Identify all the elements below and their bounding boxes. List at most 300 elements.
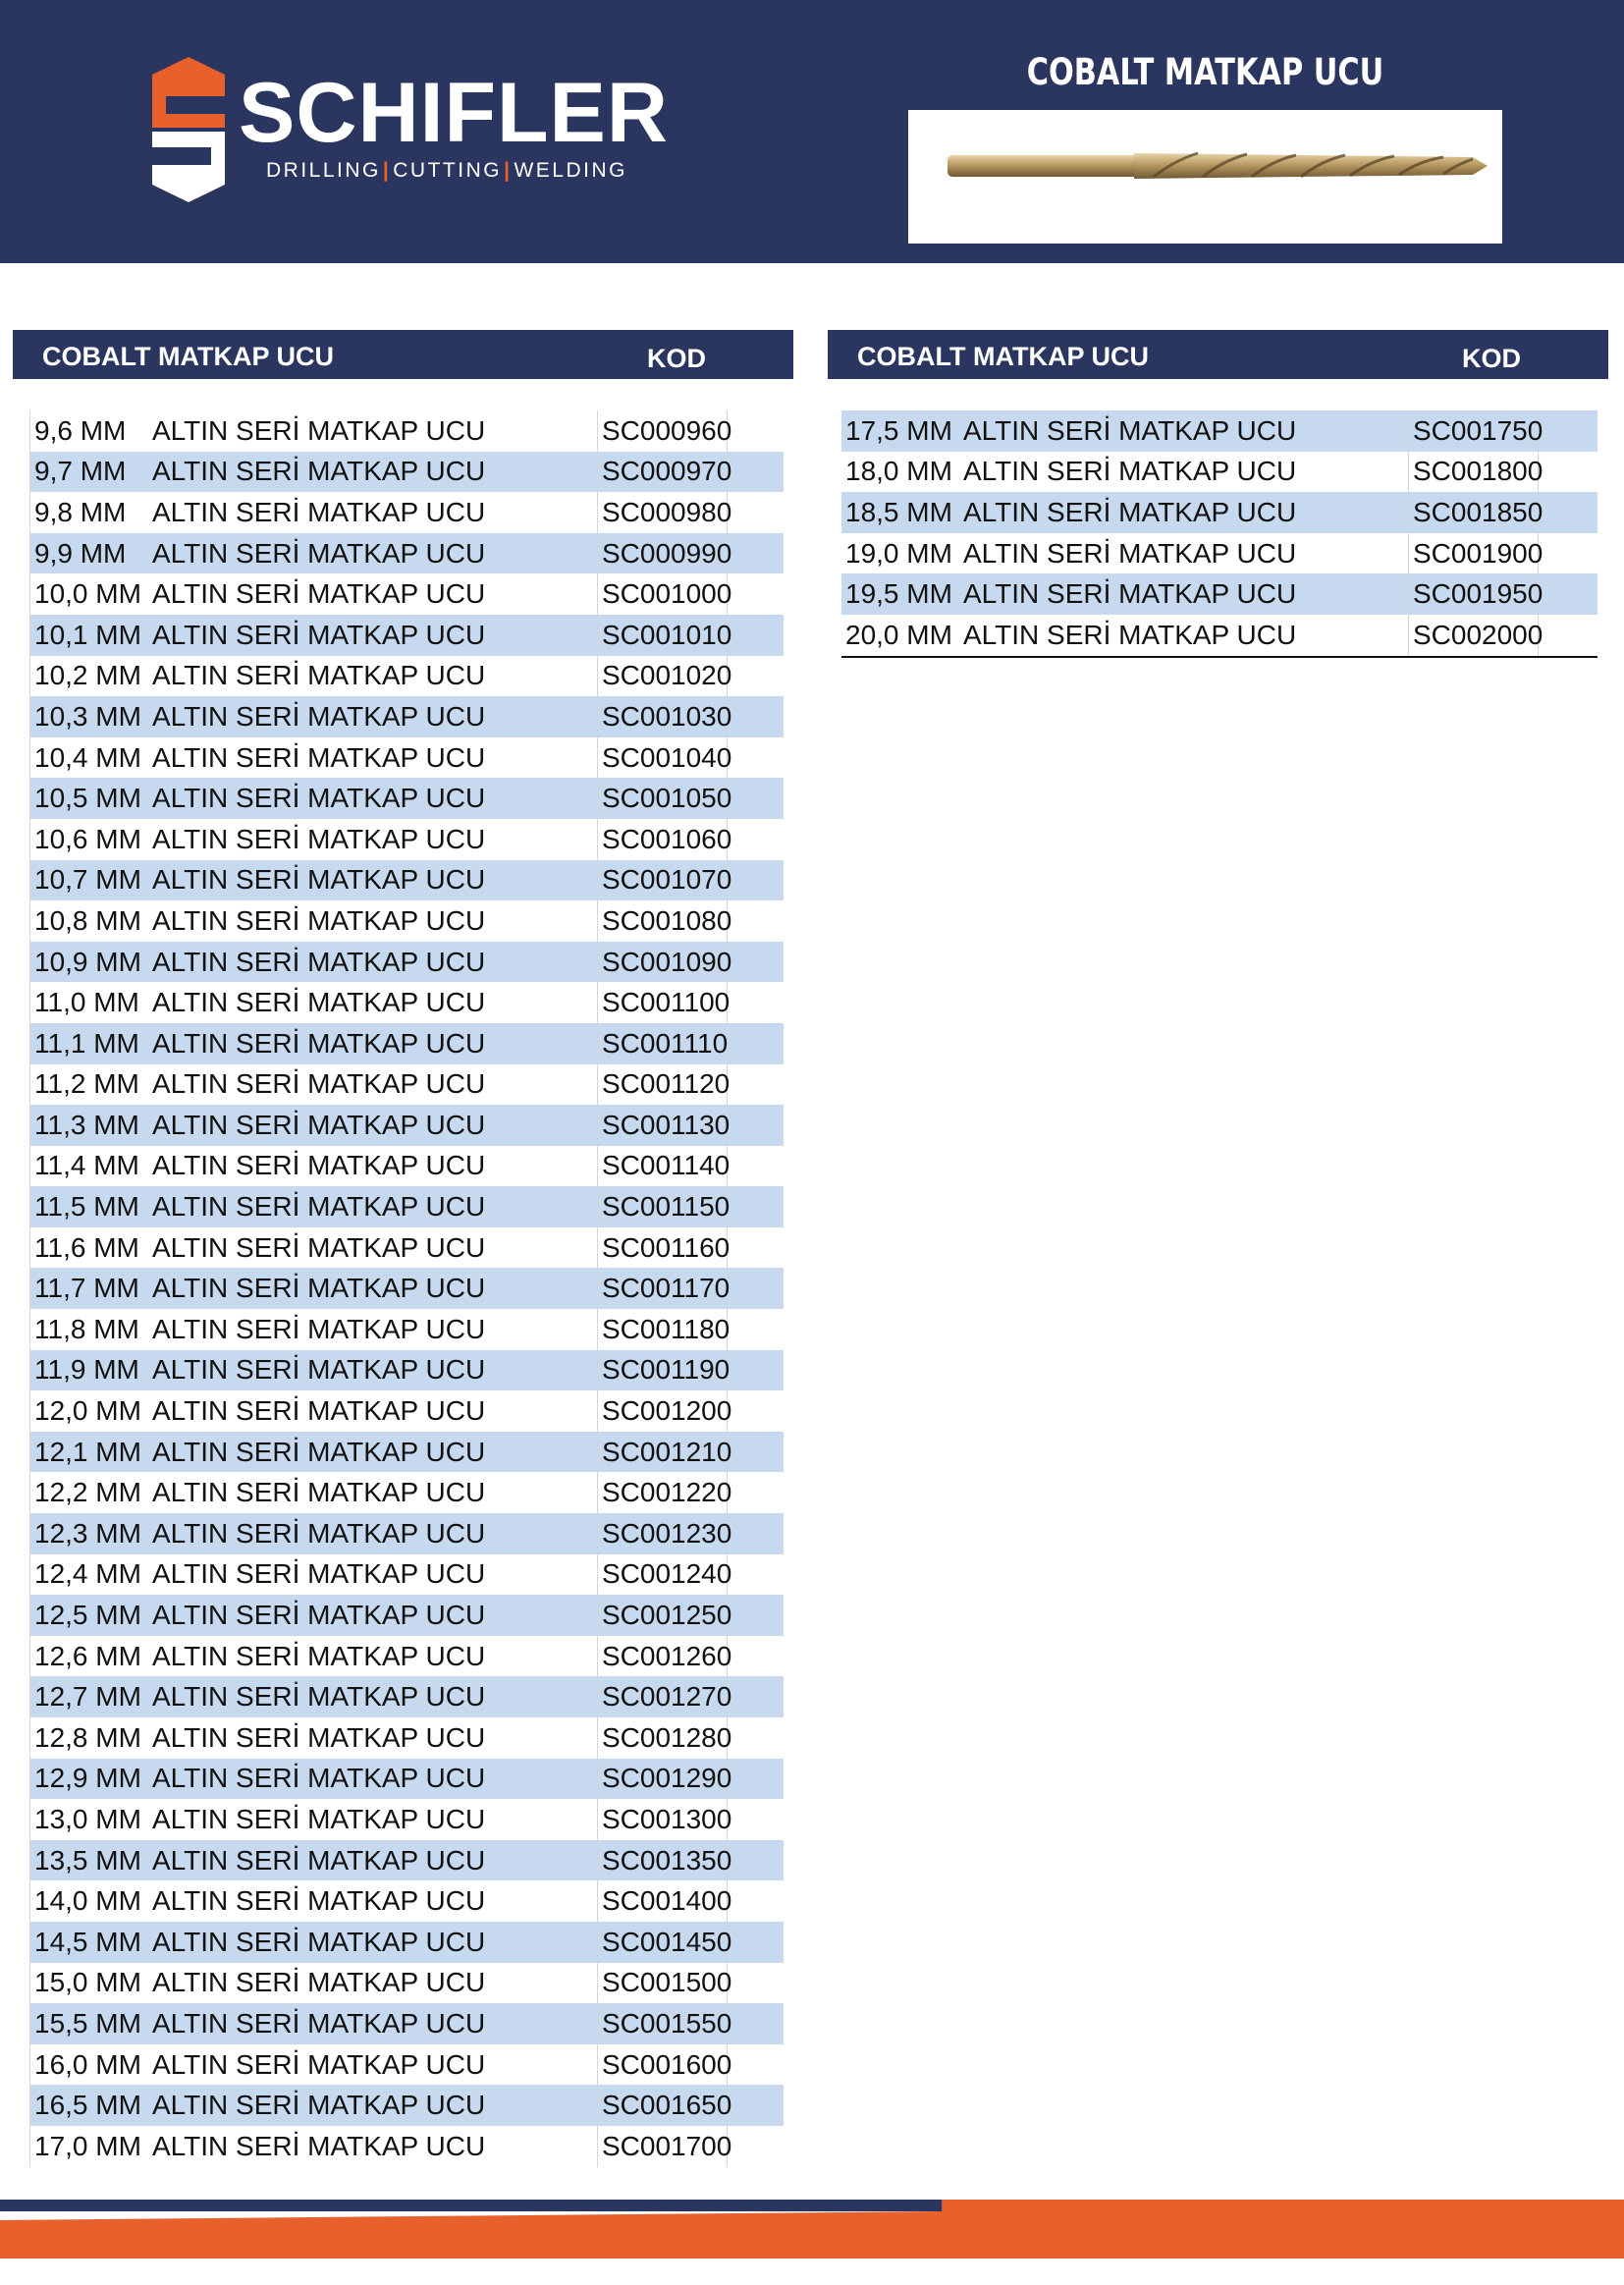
drill-size: 15,5 MM <box>34 2007 141 2039</box>
product-code: SC001020 <box>598 656 728 697</box>
empty-cell <box>728 819 784 860</box>
drill-size: 9,7 MM <box>34 456 127 487</box>
product-description <box>841 492 1409 533</box>
empty-cell <box>728 942 784 983</box>
product-description <box>30 2126 598 2167</box>
product-name: ALTIN SERİ MATKAP UCU <box>963 414 1297 446</box>
product-name: ALTIN SERİ MATKAP UCU <box>152 1844 486 1876</box>
product-name: ALTIN SERİ MATKAP UCU <box>152 1803 486 1834</box>
product-description <box>30 1595 598 1636</box>
empty-cell <box>728 1636 784 1677</box>
table-row <box>30 533 784 574</box>
drill-size: 11,5 MM <box>34 1191 139 1223</box>
product-description <box>30 2085 598 2126</box>
empty-cell <box>1539 492 1597 533</box>
product-name: ALTIN SERİ MATKAP UCU <box>152 783 486 814</box>
product-name: ALTIN SERİ MATKAP UCU <box>152 578 486 610</box>
table-row <box>30 1268 784 1309</box>
product-description <box>30 656 598 697</box>
product-code: SC001750 <box>1409 410 1539 452</box>
empty-cell <box>728 1759 784 1800</box>
product-description <box>30 900 598 942</box>
drill-bit-icon <box>908 110 1502 244</box>
drill-size: 12,9 MM <box>34 1763 141 1794</box>
company-logo <box>152 57 669 204</box>
drill-size: 9,9 MM <box>34 537 127 569</box>
product-code: SC001240 <box>598 1554 728 1596</box>
product-name: ALTIN SERİ MATKAP UCU <box>152 1517 486 1549</box>
product-name: ALTIN SERİ MATKAP UCU <box>152 741 486 773</box>
product-code: SC001050 <box>598 778 728 819</box>
empty-cell <box>728 737 784 779</box>
table-row <box>30 1023 784 1064</box>
product-description <box>30 1350 598 1391</box>
drill-size: 18,5 MM <box>845 496 952 527</box>
product-code: SC001210 <box>598 1432 728 1473</box>
product-name: ALTIN SERİ MATKAP UCU <box>152 496 486 527</box>
table-row <box>30 1513 784 1554</box>
table-row <box>30 1922 784 1963</box>
product-name: ALTIN SERİ MATKAP UCU <box>152 1354 486 1386</box>
table-row <box>30 492 784 533</box>
product-code: SC001080 <box>598 900 728 942</box>
table-row <box>30 1227 784 1269</box>
product-description <box>30 696 598 737</box>
product-code: SC001600 <box>598 2044 728 2086</box>
product-code: SC001060 <box>598 819 728 860</box>
product-description <box>30 1963 598 2004</box>
drill-size: 12,4 MM <box>34 1558 141 1590</box>
drill-size: 19,0 MM <box>845 537 952 569</box>
product-description <box>30 737 598 779</box>
empty-cell <box>728 2003 784 2044</box>
table-row <box>30 942 784 983</box>
product-description <box>841 573 1409 615</box>
drill-size: 11,2 MM <box>34 1068 139 1100</box>
drill-size: 11,0 MM <box>34 987 139 1018</box>
product-code: SC001000 <box>598 573 728 615</box>
product-description <box>30 1513 598 1554</box>
empty-cell <box>728 1186 784 1227</box>
drill-size: 9,6 MM <box>34 414 127 446</box>
product-description <box>30 492 598 533</box>
product-code: SC000960 <box>598 410 728 452</box>
table-row <box>30 1146 784 1187</box>
drill-size: 12,3 MM <box>34 1517 141 1549</box>
empty-cell <box>728 1717 784 1759</box>
brand-name: SCHIFLER <box>239 66 669 160</box>
table-row <box>30 900 784 942</box>
product-image <box>908 110 1502 244</box>
product-code: SC001190 <box>598 1350 728 1391</box>
empty-cell <box>728 900 784 942</box>
product-description <box>841 452 1409 493</box>
product-name: ALTIN SERİ MATKAP UCU <box>152 1191 486 1223</box>
product-name: ALTIN SERİ MATKAP UCU <box>152 1150 486 1181</box>
drill-size: 17,0 MM <box>34 2130 141 2161</box>
empty-cell <box>728 533 784 574</box>
product-name: ALTIN SERİ MATKAP UCU <box>152 1109 486 1140</box>
empty-cell <box>728 1880 784 1922</box>
empty-cell <box>1539 533 1597 574</box>
table-row <box>30 982 784 1023</box>
product-name: ALTIN SERİ MATKAP UCU <box>152 1436 486 1467</box>
tagline-item: DRILLING <box>266 159 381 182</box>
product-name: ALTIN SERİ MATKAP UCU <box>152 1763 486 1794</box>
product-code: SC001250 <box>598 1595 728 1636</box>
product-code: SC001010 <box>598 615 728 656</box>
product-description <box>30 1432 598 1473</box>
table-row <box>30 1390 784 1432</box>
table-row <box>30 1186 784 1227</box>
product-code: SC001850 <box>1409 492 1539 533</box>
product-name: ALTIN SERİ MATKAP UCU <box>152 1273 486 1304</box>
product-code: SC001120 <box>598 1064 728 1106</box>
table-row <box>30 778 784 819</box>
product-description <box>30 1676 598 1717</box>
product-code: SC001300 <box>598 1799 728 1840</box>
product-code: SC001950 <box>1409 573 1539 615</box>
table-row <box>841 533 1597 574</box>
product-code: SC001650 <box>598 2085 728 2126</box>
drill-size: 10,3 MM <box>34 700 141 732</box>
table-row <box>841 615 1597 656</box>
product-description <box>30 1023 598 1064</box>
left-product-table <box>29 410 784 2167</box>
empty-cell <box>728 1309 784 1350</box>
drill-size: 10,7 MM <box>34 864 141 896</box>
empty-cell <box>728 1595 784 1636</box>
table-row <box>30 1105 784 1146</box>
empty-cell <box>728 2044 784 2086</box>
table-row <box>30 1472 784 1513</box>
product-code: SC001110 <box>598 1023 728 1064</box>
empty-cell <box>728 1268 784 1309</box>
empty-cell <box>728 1432 784 1473</box>
table-row <box>841 573 1597 615</box>
product-name: ALTIN SERİ MATKAP UCU <box>152 864 486 896</box>
product-code: SC001230 <box>598 1513 728 1554</box>
drill-size: 11,4 MM <box>34 1150 139 1181</box>
product-description <box>30 1554 598 1596</box>
product-name: ALTIN SERİ MATKAP UCU <box>152 823 486 854</box>
product-description <box>841 410 1409 452</box>
column-header-code: KOD <box>647 344 706 373</box>
product-description <box>30 1880 598 1922</box>
product-description <box>30 1309 598 1350</box>
drill-size: 13,5 MM <box>34 1844 141 1876</box>
table-row <box>30 2126 784 2167</box>
product-code: SC001150 <box>598 1186 728 1227</box>
product-description <box>30 1227 598 1269</box>
product-code: SC001100 <box>598 982 728 1023</box>
table-row <box>30 1717 784 1759</box>
product-name: ALTIN SERİ MATKAP UCU <box>152 414 486 446</box>
product-code: SC001260 <box>598 1636 728 1677</box>
brand-tagline: DRILLING|CUTTING|WELDING <box>266 159 627 182</box>
product-code: SC001030 <box>598 696 728 737</box>
product-code: SC001270 <box>598 1676 728 1717</box>
product-description <box>30 1186 598 1227</box>
drill-size: 14,0 MM <box>34 1885 141 1917</box>
product-name: ALTIN SERİ MATKAP UCU <box>152 456 486 487</box>
product-description <box>30 1759 598 1800</box>
drill-size: 14,5 MM <box>34 1926 141 1957</box>
product-code: SC001170 <box>598 1268 728 1309</box>
table-row <box>30 1759 784 1800</box>
table-row <box>841 492 1597 533</box>
empty-cell <box>728 492 784 533</box>
product-name: ALTIN SERİ MATKAP UCU <box>152 2130 486 2161</box>
product-name: ALTIN SERİ MATKAP UCU <box>152 1231 486 1263</box>
product-code: SC001700 <box>598 2126 728 2167</box>
product-description <box>30 860 598 901</box>
drill-size: 16,0 MM <box>34 2048 141 2080</box>
product-description <box>30 573 598 615</box>
empty-cell <box>728 1105 784 1146</box>
drill-size: 11,8 MM <box>34 1313 139 1344</box>
table-row <box>30 615 784 656</box>
table-row <box>30 1799 784 1840</box>
table-row <box>30 1064 784 1106</box>
empty-cell <box>728 1513 784 1554</box>
column-header-product: COBALT MATKAP UCU <box>857 342 1149 371</box>
drill-size: 11,6 MM <box>34 1231 139 1263</box>
table-row <box>30 1880 784 1922</box>
table-row <box>30 696 784 737</box>
product-code: SC001290 <box>598 1759 728 1800</box>
product-description <box>30 1268 598 1309</box>
product-name: ALTIN SERİ MATKAP UCU <box>152 2048 486 2080</box>
empty-cell <box>728 1064 784 1106</box>
product-code: SC001140 <box>598 1146 728 1187</box>
product-name: ALTIN SERİ MATKAP UCU <box>963 456 1297 487</box>
table-row <box>30 1350 784 1391</box>
product-description <box>30 1922 598 1963</box>
right-table-header <box>828 330 1608 379</box>
product-description <box>30 1105 598 1146</box>
product-name: ALTIN SERİ MATKAP UCU <box>152 1027 486 1059</box>
product-name: ALTIN SERİ MATKAP UCU <box>152 1640 486 1671</box>
drill-size: 17,5 MM <box>845 414 952 446</box>
empty-cell <box>728 1676 784 1717</box>
drill-size: 12,2 MM <box>34 1477 141 1508</box>
empty-cell <box>728 573 784 615</box>
drill-size: 10,2 MM <box>34 660 141 691</box>
drill-size: 12,6 MM <box>34 1640 141 1671</box>
product-code: SC001130 <box>598 1105 728 1146</box>
product-name: ALTIN SERİ MATKAP UCU <box>963 619 1297 650</box>
empty-cell <box>728 452 784 493</box>
empty-cell <box>1539 452 1597 493</box>
product-description <box>30 942 598 983</box>
product-code: SC001070 <box>598 860 728 901</box>
product-name: ALTIN SERİ MATKAP UCU <box>152 1068 486 1100</box>
empty-cell <box>728 1840 784 1881</box>
drill-size: 10,8 MM <box>34 904 141 936</box>
page-header <box>0 0 1624 263</box>
product-description <box>30 2003 598 2044</box>
empty-cell <box>728 1963 784 2004</box>
table-row <box>30 1554 784 1596</box>
drill-size: 12,8 MM <box>34 1721 141 1753</box>
drill-size: 19,5 MM <box>845 578 952 610</box>
table-row <box>30 2044 784 2086</box>
product-code: SC001200 <box>598 1390 728 1432</box>
product-name: ALTIN SERİ MATKAP UCU <box>152 2090 486 2121</box>
empty-cell <box>728 1922 784 1963</box>
product-description <box>841 615 1409 656</box>
product-code: SC001220 <box>598 1472 728 1513</box>
empty-cell <box>728 1023 784 1064</box>
product-code: SC000970 <box>598 452 728 493</box>
product-name: ALTIN SERİ MATKAP UCU <box>152 619 486 650</box>
product-code: SC001550 <box>598 2003 728 2044</box>
product-name: ALTIN SERİ MATKAP UCU <box>152 1926 486 1957</box>
empty-cell <box>728 1554 784 1596</box>
right-product-table <box>841 410 1597 658</box>
table-row <box>30 1676 784 1717</box>
empty-cell <box>728 1472 784 1513</box>
table-row <box>30 573 784 615</box>
product-description <box>30 533 598 574</box>
table-row <box>30 410 784 452</box>
empty-cell <box>728 2126 784 2167</box>
product-code: SC001500 <box>598 1963 728 2004</box>
product-name: ALTIN SERİ MATKAP UCU <box>963 537 1297 569</box>
product-description <box>841 533 1409 574</box>
empty-cell <box>1539 615 1597 656</box>
product-name: ALTIN SERİ MATKAP UCU <box>152 1477 486 1508</box>
product-description <box>30 410 598 452</box>
tagline-item: WELDING <box>514 159 627 182</box>
drill-size: 11,1 MM <box>34 1027 139 1059</box>
product-name: ALTIN SERİ MATKAP UCU <box>152 1395 486 1427</box>
product-description <box>30 1799 598 1840</box>
product-description <box>30 778 598 819</box>
product-name: ALTIN SERİ MATKAP UCU <box>963 578 1297 610</box>
drill-size: 11,3 MM <box>34 1109 139 1140</box>
empty-cell <box>728 1227 784 1269</box>
table-row <box>30 737 784 779</box>
product-description <box>30 1840 598 1881</box>
drill-size: 18,0 MM <box>845 456 952 487</box>
left-table-header <box>13 330 793 379</box>
product-name: ALTIN SERİ MATKAP UCU <box>152 946 486 977</box>
drill-size: 10,1 MM <box>34 619 141 650</box>
empty-cell <box>728 1799 784 1840</box>
product-name: ALTIN SERİ MATKAP UCU <box>152 1681 486 1713</box>
product-description <box>30 615 598 656</box>
product-code: SC001040 <box>598 737 728 779</box>
product-name: ALTIN SERİ MATKAP UCU <box>152 700 486 732</box>
product-name: ALTIN SERİ MATKAP UCU <box>152 1558 486 1590</box>
product-description <box>30 1390 598 1432</box>
drill-size: 11,7 MM <box>34 1273 139 1304</box>
drill-size: 11,9 MM <box>34 1354 139 1386</box>
product-name: ALTIN SERİ MATKAP UCU <box>152 2007 486 2039</box>
drill-size: 10,0 MM <box>34 578 141 610</box>
product-description <box>30 1472 598 1513</box>
empty-cell <box>1539 573 1597 615</box>
empty-cell <box>728 696 784 737</box>
empty-cell <box>728 982 784 1023</box>
empty-cell <box>728 2085 784 2126</box>
drill-size: 12,1 MM <box>34 1436 141 1467</box>
logo-s-icon <box>152 57 225 202</box>
table-row <box>30 452 784 493</box>
table-row <box>30 1595 784 1636</box>
table-row <box>30 1309 784 1350</box>
product-name: ALTIN SERİ MATKAP UCU <box>152 987 486 1018</box>
product-name: ALTIN SERİ MATKAP UCU <box>152 1600 486 1631</box>
empty-cell <box>728 410 784 452</box>
product-description <box>30 2044 598 2086</box>
empty-cell <box>728 1350 784 1391</box>
product-description <box>30 819 598 860</box>
drill-size: 10,4 MM <box>34 741 141 773</box>
product-code: SC000990 <box>598 533 728 574</box>
drill-size: 9,8 MM <box>34 496 127 527</box>
drill-size: 13,0 MM <box>34 1803 141 1834</box>
product-description <box>30 1717 598 1759</box>
empty-cell <box>728 1390 784 1432</box>
product-name: ALTIN SERİ MATKAP UCU <box>963 496 1297 527</box>
page-title: COBALT MATKAP UCU <box>1026 51 1384 93</box>
product-name: ALTIN SERİ MATKAP UCU <box>152 1721 486 1753</box>
drill-size: 16,5 MM <box>34 2090 141 2121</box>
drill-size: 10,5 MM <box>34 783 141 814</box>
product-code: SC001800 <box>1409 452 1539 493</box>
product-code: SC002000 <box>1409 615 1539 656</box>
product-description <box>30 1146 598 1187</box>
drill-size: 10,6 MM <box>34 823 141 854</box>
drill-size: 15,0 MM <box>34 1967 141 1998</box>
product-description <box>30 1064 598 1106</box>
empty-cell <box>728 860 784 901</box>
product-code: SC001350 <box>598 1840 728 1881</box>
product-description <box>30 1636 598 1677</box>
product-name: ALTIN SERİ MATKAP UCU <box>152 1885 486 1917</box>
tagline-item: CUTTING <box>393 159 503 182</box>
table-row <box>30 1636 784 1677</box>
drill-size: 10,9 MM <box>34 946 141 977</box>
table-row <box>841 410 1597 452</box>
drill-size: 12,7 MM <box>34 1681 141 1713</box>
product-code: SC001400 <box>598 1880 728 1922</box>
product-code: SC001180 <box>598 1309 728 1350</box>
table-row <box>841 452 1597 493</box>
empty-cell <box>728 615 784 656</box>
empty-cell <box>728 656 784 697</box>
product-code: SC000980 <box>598 492 728 533</box>
product-code: SC001280 <box>598 1717 728 1759</box>
drill-size: 12,0 MM <box>34 1395 141 1427</box>
table-row <box>30 860 784 901</box>
product-name: ALTIN SERİ MATKAP UCU <box>152 1313 486 1344</box>
table-row <box>30 656 784 697</box>
product-name: ALTIN SERİ MATKAP UCU <box>152 537 486 569</box>
drill-size: 12,5 MM <box>34 1600 141 1631</box>
product-code: SC001450 <box>598 1922 728 1963</box>
empty-cell <box>1539 410 1597 452</box>
product-code: SC001090 <box>598 942 728 983</box>
product-code: SC001900 <box>1409 533 1539 574</box>
table-row <box>30 2085 784 2126</box>
table-row <box>30 1963 784 2004</box>
product-name: ALTIN SERİ MATKAP UCU <box>152 904 486 936</box>
empty-cell <box>728 1146 784 1187</box>
